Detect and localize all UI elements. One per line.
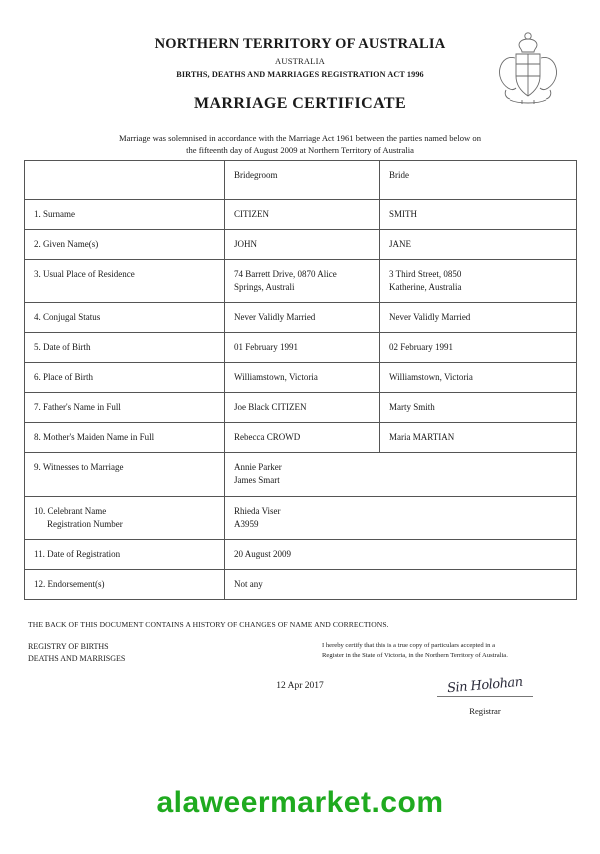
header-cell-bride: Bride: [380, 161, 577, 200]
row-label-text: 7. Father's Name in Full: [34, 402, 121, 413]
table-row: [25, 333, 577, 363]
cell-line: Rebecca CROWD: [234, 432, 301, 443]
cell-line: Not any: [234, 578, 263, 589]
table-row: [25, 393, 577, 423]
cell-line: 01 February 1991: [234, 342, 298, 353]
row-sublabel-text: Registration Number: [47, 518, 123, 529]
cell-line: Rhieda Viser: [234, 505, 281, 516]
cell-line: Springs, Australi: [234, 282, 295, 293]
row-label-text: 5. Date of Birth: [34, 342, 91, 353]
row-label-text: 8. Mother's Maiden Name in Full: [34, 432, 155, 443]
table-row: [25, 230, 577, 260]
row-value-bridegroom: [225, 453, 577, 496]
row-label: [25, 303, 225, 333]
row-label: [25, 453, 225, 496]
row-label: [25, 496, 225, 539]
table-row: [25, 496, 577, 539]
page-title: MARRIAGE CERTIFICATE: [193, 95, 407, 112]
cell-line: Annie Parker: [234, 462, 282, 473]
cell-line: 02 February 1991: [389, 342, 453, 353]
certificate-table: [24, 160, 577, 600]
row-label-text: 3. Usual Place of Residence: [34, 269, 135, 280]
row-label-text: 1. Surname: [34, 209, 75, 219]
issue-date: 12 Apr 2017: [276, 681, 324, 691]
row-label: [25, 393, 225, 423]
table-row: [25, 453, 577, 496]
table-row: [25, 260, 577, 303]
certify-line-1: I hereby certify that this is a true copy of particulars accepted in a: [322, 642, 496, 649]
act-label: BIRTHS, DEATHS AND MARRIAGES REGISTRATION ACT 1996: [176, 70, 424, 79]
solemnisation-line-2: the fifteenth day of August 2009 at Northern Territory of Australia: [186, 145, 414, 156]
row-label-text: 4. Conjugal Status: [34, 312, 101, 323]
signature-glyph: Sin Holohan: [446, 674, 524, 697]
row-value-bride: [380, 423, 577, 453]
jurisdiction-title: NORTHERN TERRITORY OF AUSTRALIA: [154, 36, 446, 52]
row-value-bride: [380, 303, 577, 333]
coat-of-arms-icon: [492, 30, 564, 108]
registry-line-1: REGISTRY OF BIRTHS: [28, 642, 109, 651]
row-value-bride: [380, 393, 577, 423]
registry-block: [28, 641, 125, 665]
registry-line-2: DEATHS AND MARRISGES: [28, 654, 126, 663]
cell-line: Maria MARTIAN: [389, 432, 455, 443]
table-row: [25, 363, 577, 393]
solemnisation-statement: [65, 132, 535, 157]
certify-line-2: Register in the State of Victoria, in the Northern Territory of Australia.: [322, 652, 508, 660]
back-of-document-note: THE BACK OF THIS DOCUMENT CONTAINS A HISTORY OF CHANGES OF NAME AND CORRECTIONS.: [28, 620, 389, 629]
table-row: [25, 303, 577, 333]
certification-statement: [322, 641, 572, 661]
row-value-bride: [380, 363, 577, 393]
cell-line: Marty Smith: [389, 402, 435, 413]
row-value-bridegroom: [225, 303, 380, 333]
row-value-bride: [380, 333, 577, 363]
cell-line: Never Validly Married: [234, 312, 316, 323]
table-row: [25, 423, 577, 453]
row-label: [25, 260, 225, 303]
row-label-text: 9. Witnesses to Marriage: [34, 462, 124, 473]
header-cell-bridegroom: Bridegroom: [225, 161, 380, 200]
cell-line: Katherine, Australia: [389, 282, 462, 293]
table-header-row: [25, 161, 577, 200]
row-label-text: 12. Endorsement(s): [34, 578, 105, 589]
row-value-bridegroom: [225, 260, 380, 303]
cell-line: 20 August 2009: [234, 548, 292, 559]
row-value-bridegroom: [225, 569, 577, 599]
row-value-bridegroom: [225, 363, 380, 393]
table-row: [25, 569, 577, 599]
solemnisation-line-1: Marriage was solemnised in accordance with the Marriage Act 1961 between the parties named below on: [118, 133, 481, 143]
registrar-label: Registrar: [469, 706, 501, 716]
registrar-signature: [430, 676, 540, 697]
cell-line: 74 Barrett Drive, 0870 Alice: [234, 269, 337, 280]
cell-line: CITIZEN: [234, 209, 269, 219]
row-label: [25, 333, 225, 363]
row-value-bridegroom: [225, 200, 380, 230]
row-value-bridegroom: [225, 230, 380, 260]
row-label-text: 11. Date of Registration: [34, 548, 121, 559]
row-label-text: 2. Given Name(s): [34, 239, 99, 250]
row-label: [25, 230, 225, 260]
row-label: [25, 200, 225, 230]
country-label: AUSTRALIA: [275, 56, 325, 66]
cell-line: Never Validly Married: [389, 312, 471, 323]
row-value-bridegroom: [225, 496, 577, 539]
row-label-text: 10. Celebrant Name: [34, 505, 107, 516]
row-value-bride: [380, 200, 577, 230]
row-label: [25, 569, 225, 599]
cell-line: Williamstown, Victoria: [234, 372, 318, 383]
table-row: [25, 539, 577, 569]
row-label: [25, 423, 225, 453]
row-label: [25, 363, 225, 393]
header-cell-blank: [25, 161, 225, 200]
row-value-bride: [380, 260, 577, 303]
cell-line: JANE: [389, 239, 411, 250]
cell-line: JOHN: [234, 239, 258, 250]
row-value-bridegroom: [225, 393, 380, 423]
cell-line: Williamstown, Victoria: [389, 372, 473, 383]
row-label-text: 6. Place of Birth: [34, 372, 93, 383]
row-label: [25, 539, 225, 569]
row-value-bridegroom: [225, 333, 380, 363]
row-value-bride: [380, 230, 577, 260]
watermark: alaweermarket.com: [156, 786, 444, 819]
table-row: [25, 200, 577, 230]
row-value-bridegroom: [225, 423, 380, 453]
signature-rule: [437, 696, 533, 697]
row-value-bridegroom: [225, 539, 577, 569]
cell-line: SMITH: [389, 209, 418, 219]
cell-line: 3 Third Street, 0850: [389, 269, 462, 280]
cell-line: James Smart: [234, 475, 280, 486]
cell-line: A3959: [234, 518, 259, 529]
table-body: [25, 161, 577, 600]
cell-line: Joe Black CITIZEN: [234, 402, 307, 413]
